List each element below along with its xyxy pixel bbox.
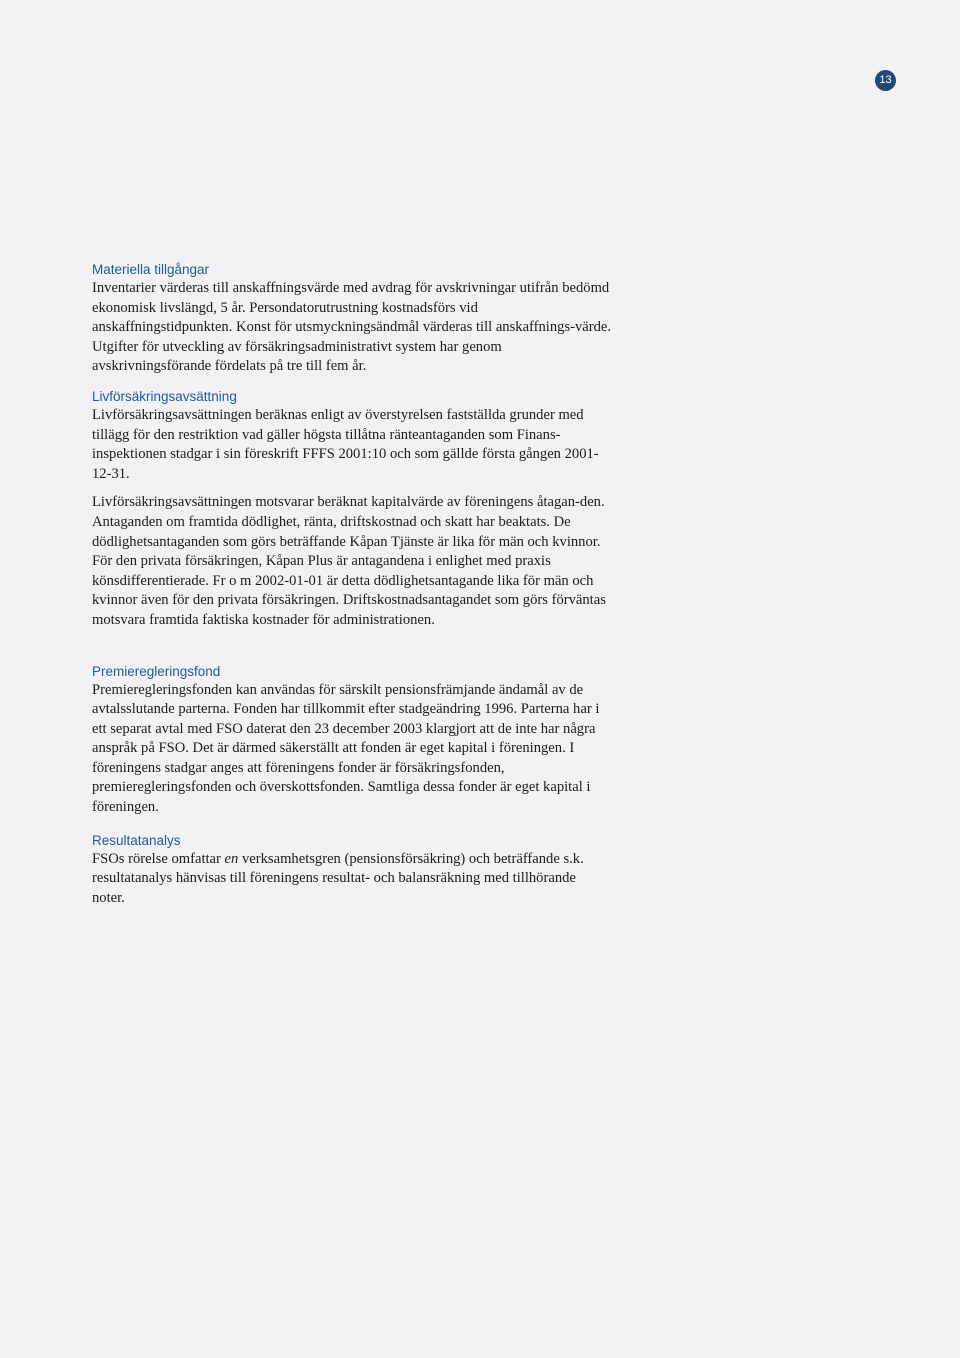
section-heading: Resultatanalys <box>92 832 181 848</box>
section-paragraph: Premieregleringsfonden kan användas för särskilt pensionsfrämjande ändamål av de avtalsslutande parterna. Fonden har tillkommit efter stadgeändring 1996. Parterna har i ett separat avtal med FSO daterat den 23 december 2003 klargjort att de inte har några anspråk på FSO. Det är därmed säkerställt att fonden är eget kapital i föreningen. I föreningens stadgar anges att föreningens fonder är försäkringsfonden, premieregleringsfonden och överskottsfonden. Samtliga dessa fonder är eget kapital i föreningen. <box>92 681 600 816</box>
section-materiella-tillgangar <box>92 260 612 377</box>
section-paragraph: Livförsäkringsavsättningen beräknas enligt av överstyrelsen fastställda grunder med tillägg för den restriktion vad gäller högsta tillåtna ränteantaganden som Finans-inspektionen stadgar i sin föreskrift FFFS 2001:10 och som gällde första gången 2001-12-31. <box>92 406 599 482</box>
section-livforsakringsavsattning <box>92 387 612 631</box>
page-number: 13 <box>875 70 896 91</box>
section-paragraph: Livförsäkringsavsättningen motsvarar beräknat kapitalvärde av föreningens åtagan-den. Antaganden om framtida dödlighet, ränta, driftskostnad och skatt har beaktats. De dödlighetsantaganden som görs beträffande Kåpan Tjänste är lika för män och kvinnor. För den privata försäkringen, Kåpan Plus är antagandena i enlighet med praxis könsdifferentierade. Fr o m 2002-01-01 är detta dödlighetsantagande lika för män och kvinnor även för den privata försäkringen. Driftskostnadsantagandet som görs förväntas motsvara framtida faktiska kostnader för administrationen. <box>92 494 606 628</box>
section-paragraph: Inventarier värderas till anskaffningsvärde med avdrag för avskrivningar utifrån bedömd ekonomisk livslängd, 5 år. Persondatorutrustning kostnadsförs vid anskaffningstidpunkten. Konst för utsmyckningsändmål värderas till anskaffnings-värde. Utgifter för utveckling av försäkringsadministrativt system har genom avskrivningsförande fördelats på tre till fem år. <box>92 280 612 375</box>
paragraph-text: verksamhetsgren (pensionsförsäkring) och beträffande s.k. resultatanalys hänvisas till föreningens resultat- och balansräkning med tillhörande noter. <box>92 850 584 906</box>
section-heading: Premieregleringsfond <box>92 663 221 679</box>
section-resultatanalys <box>92 831 612 909</box>
section-premieregleringsfond <box>92 662 612 818</box>
emphasized-text: en <box>224 850 239 867</box>
section-heading: Livförsäkringsavsättning <box>92 388 237 404</box>
section-paragraph <box>92 850 612 909</box>
document-body <box>92 260 612 908</box>
paragraph-text: FSOs rörelse omfattar <box>92 850 225 867</box>
section-heading: Materiella tillgångar <box>92 262 210 277</box>
